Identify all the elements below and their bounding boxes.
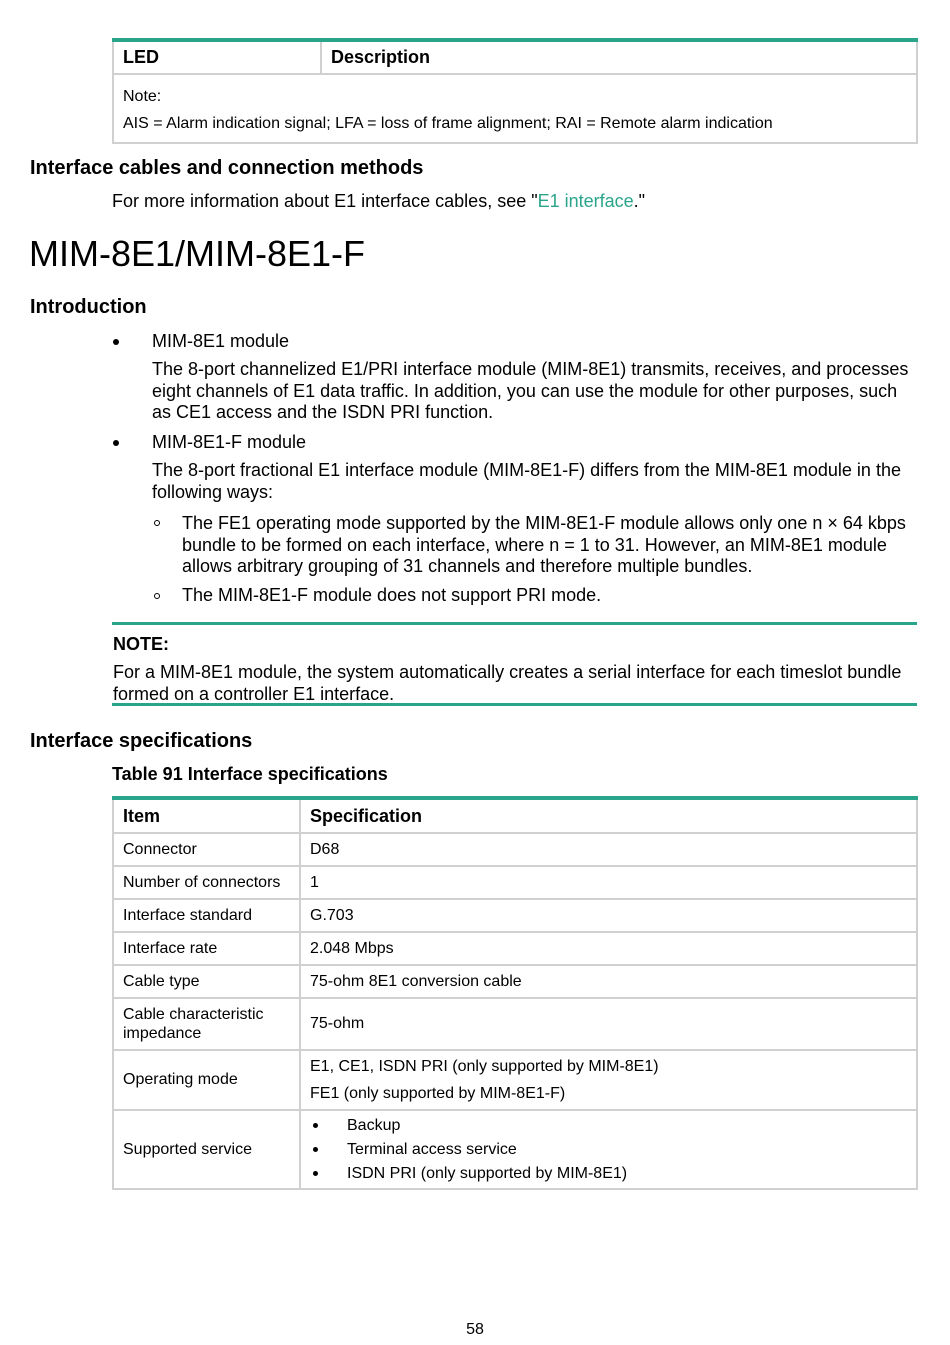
spec-cell <box>300 1050 917 1110</box>
table-row <box>113 833 917 866</box>
bullet-icon <box>313 1171 318 1176</box>
list-item <box>310 1162 907 1186</box>
item-cell: Cable type <box>113 965 300 998</box>
cables-text <box>112 191 645 213</box>
table-row <box>113 965 917 998</box>
intro-item-title: MIM-8E1 module <box>152 331 290 351</box>
list-item <box>310 1114 907 1138</box>
note-heading: NOTE: <box>113 634 169 654</box>
item-cell: Interface rate <box>113 932 300 965</box>
bullet-icon <box>113 440 119 446</box>
cables-heading: Interface cables and connection methods <box>30 157 424 179</box>
intro-item-line: eight channels of E1 data traffic. In addition, you can use the module for other purposes, such <box>152 380 898 401</box>
sub-item-line: The FE1 operating mode supported by the MIM-8E1-F module allows only one n × 64 kbps <box>182 513 906 533</box>
sub-bullet-icon <box>154 593 160 599</box>
sub-item-line: allows arbitrary grouping of 31 channels and therefore multiple bundles. <box>182 556 753 576</box>
spec-cell: G.703 <box>300 899 917 932</box>
spec-cell-line: E1, CE1, ISDN PRI (only supported by MIM-8E1) <box>310 1058 659 1075</box>
item-cell: Connector <box>113 833 300 866</box>
cables-text-after: ." <box>633 191 646 211</box>
intro-item-line: following ways: <box>152 481 274 502</box>
spec-cell-line: FE1 (only supported by MIM-8E1-F) <box>310 1085 566 1102</box>
spec-cell: 75-ohm 8E1 conversion cable <box>300 965 917 998</box>
page-number: 58 <box>466 1321 484 1338</box>
note-body <box>113 662 901 705</box>
e1-interface-link[interactable]: E1 interface <box>537 191 634 211</box>
intro-item-line: The 8-port channelized E1/PRI interface module (MIM-8E1) transmits, receives, and processes <box>152 359 909 379</box>
note-top-rule <box>112 622 917 625</box>
sub-item-line: The MIM-8E1-F module does not support PRI mode. <box>182 585 602 605</box>
list-item <box>310 1138 907 1162</box>
item-cell: Interface standard <box>113 899 300 932</box>
table-row <box>113 866 917 899</box>
note-label: Note: <box>123 88 162 105</box>
spec-cell: 1 <box>300 866 917 899</box>
led-header: LED <box>113 40 321 74</box>
led-table-note <box>113 74 917 143</box>
note-text: AIS = Alarm indication signal; LFA = loss of frame alignment; RAI = Remote alarm indication <box>123 115 773 132</box>
spec-cell: D68 <box>300 833 917 866</box>
list-item-text: ISDN PRI (only supported by MIM-8E1) <box>347 1164 628 1182</box>
note-bottom-rule <box>112 703 917 706</box>
bullet-icon <box>313 1123 318 1128</box>
intro-item-title: MIM-8E1-F module <box>152 432 307 452</box>
cables-text-before: For more information about E1 interface cables, see " <box>112 191 538 211</box>
sub-item <box>182 585 601 607</box>
table-row <box>113 1110 917 1189</box>
specification-header: Specification <box>300 798 917 833</box>
led-table <box>112 38 918 144</box>
sub-item-line: bundle to be formed on each interface, where n = 1 to 31. However, an MIM-8E1 module <box>182 534 887 555</box>
bullet-icon <box>113 339 119 345</box>
spec-table <box>112 796 918 1190</box>
spec-cell: 2.048 Mbps <box>300 932 917 965</box>
table-row <box>113 899 917 932</box>
note-line: For a MIM-8E1 module, the system automatically creates a serial interface for each timeslot bundle <box>113 662 902 682</box>
description-header: Description <box>321 40 917 74</box>
bullet-icon <box>313 1147 318 1152</box>
item-cell: Number of connectors <box>113 866 300 899</box>
spec-heading: Interface specifications <box>30 730 253 752</box>
service-list <box>310 1114 907 1186</box>
item-cell: Supported service <box>113 1110 300 1189</box>
intro-item-body <box>152 460 901 503</box>
page-title: MIM-8E1/MIM-8E1-F <box>29 233 366 274</box>
spec-cell <box>300 1110 917 1189</box>
list-item-text: Terminal access service <box>347 1140 517 1158</box>
note-line: formed on a controller E1 interface. <box>113 683 395 704</box>
sub-item <box>182 513 906 578</box>
table-caption: Table 91 Interface specifications <box>112 764 388 784</box>
item-cell-line: impedance <box>123 1025 202 1042</box>
item-cell <box>113 998 300 1050</box>
intro-item-line: as CE1 access and the ISDN PRI function. <box>152 402 494 422</box>
item-header: Item <box>113 798 300 833</box>
table-row <box>113 1050 917 1110</box>
sub-bullet-icon <box>154 520 160 526</box>
intro-heading: Introduction <box>30 296 147 318</box>
spec-cell: 75-ohm <box>300 998 917 1050</box>
intro-item-line: The 8-port fractional E1 interface module (MIM-8E1-F) differs from the MIM-8E1 module in the <box>152 460 901 480</box>
table-row <box>113 998 917 1050</box>
item-cell: Operating mode <box>113 1050 300 1110</box>
item-cell-line: Cable characteristic <box>123 1006 264 1023</box>
table-row <box>113 932 917 965</box>
intro-item-body <box>152 359 908 424</box>
list-item-text: Backup <box>347 1116 401 1134</box>
